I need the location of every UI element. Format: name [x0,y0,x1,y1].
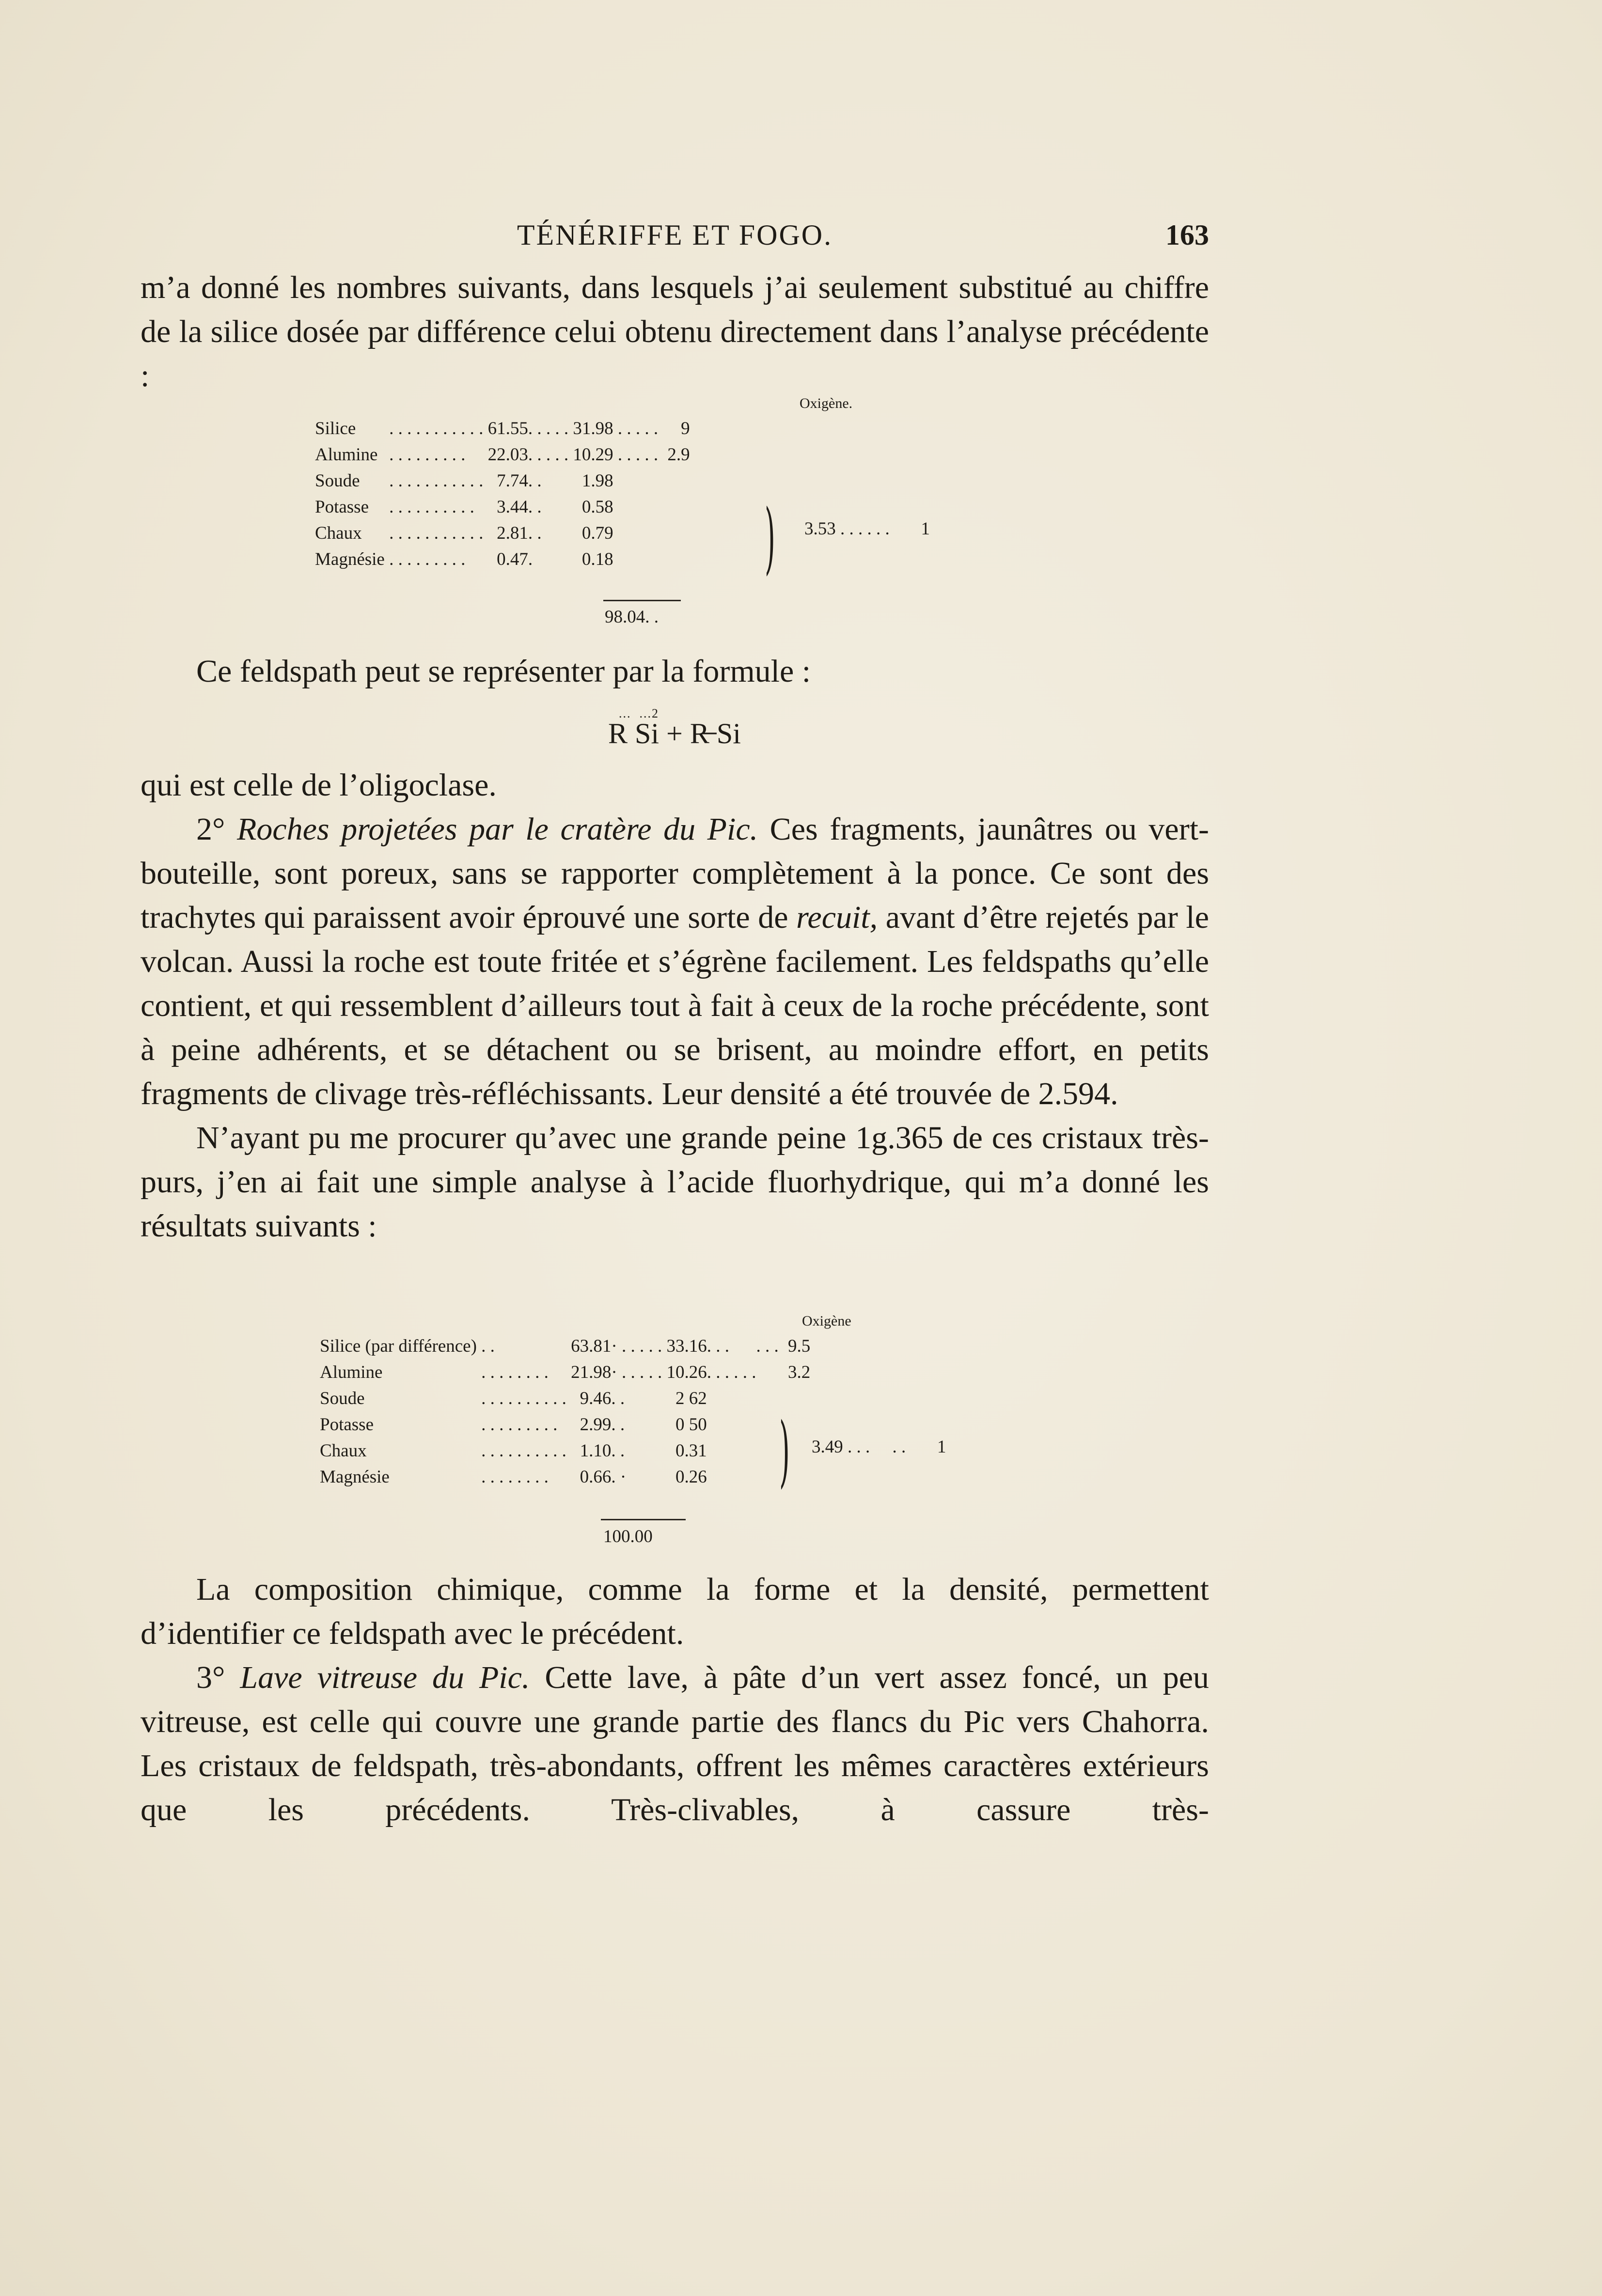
mineral-name: Potasse [320,1415,374,1435]
table2-oxygen-header: Oxigène [802,1313,851,1329]
mass-value: 0.66 [580,1467,612,1487]
mineral-name: Silice [315,419,356,438]
mass-value: 21.98 [571,1362,612,1382]
paragraph-3 [141,763,1209,1248]
leader-dots: . . . . . . . . . . . [384,419,488,438]
table-row [320,1359,810,1386]
leader-dots: . . . . . [528,419,573,438]
oxygen-value: 0.26 [675,1467,707,1487]
mass-value: 63.81 [571,1336,612,1356]
leader-dots: · . . . . . [611,1362,667,1382]
paragraph-5-text: N’ayant pu me procurer qu’avec une grande peine 1g.365 de ces cristaux très-purs, j’en ai fait une simple analyse à l’acide fluorhydrique, qui m’a donné les résultats suivants : [141,1120,1209,1244]
paragraph-6 [141,1567,1209,1832]
oxygen-value: 33.16 [666,1336,707,1356]
table1-group-ratio: 1 [921,519,930,539]
table2-group [812,1437,946,1457]
mass-value: 9.46 [580,1389,612,1408]
leader-dots [613,468,663,494]
leader-dots: . . [611,1415,629,1435]
leader-dots: . . . . . [528,445,573,465]
leader-dots: . . . . . [613,419,663,438]
oxygen-value: 0 50 [675,1415,707,1435]
mass-value: 3.44 [497,497,528,517]
ratio-value: 3.2 [788,1362,811,1382]
ratio-value: 2.9 [667,445,690,465]
page-number: 163 [1165,219,1209,251]
leader-dots [613,520,663,547]
paragraph-4-italic: recuit, [796,900,878,935]
paragraph-3-text: qui est celle de l’oligoclase. [141,767,497,803]
paragraph-2 [141,649,1209,693]
leader-dots: . . . . . [613,445,663,465]
leader-dots: . . . . . . [707,1336,783,1356]
oxygen-value: 10.26 [666,1362,707,1382]
table-row [315,416,690,442]
leader-dots [613,547,663,573]
leader-dots: . · [611,1467,631,1487]
ratio-value [662,494,690,520]
table-row [315,520,690,547]
leader-dots: . . . . . . . . . . [476,1389,571,1408]
paragraph-4-part-b: avant d’être rejetés par le volcan. Aussi la roche est toute fritée et s’égrène facilement. Les feldspaths qu’elle contient, et qui ressemblent d’ailleurs tout à fait à ceux de la roche précédente, sont à peine adhérents, et se détachent ou se brisent, au moindre effort, en petits fragments de clivage très-réfléchissants. Leur densité a été trouvée de 2.594. [141,900,1209,1111]
paragraph-7-number: 3° [196,1660,225,1695]
table1-total-rule [603,600,681,601]
leader-dots: . . . . . . . . . . . [384,523,488,543]
mineral-name: Soude [315,471,360,491]
table1-group-dots: . . . . . . [840,519,890,539]
paragraph-6-text: La composition chimique, comme la forme et la densité, permettent d’identifier ce feldspath avec le précédent. [141,1572,1209,1651]
leader-dots: . [528,549,537,569]
table2-brace: ) [779,1406,790,1496]
analysis-table-1 [315,416,690,573]
table-row [315,442,690,468]
table1-total: 98.04. . [605,607,659,627]
oxygen-value: 31.98 [573,419,613,438]
paragraph-7-body: Cette lave, à pâte d’un vert assez foncé, un peu vitreuse, est celle qui couvre une grande partie des flancs du Pic vers Chahorra. Les cristaux de feldspath, très-abondants, offrent les mêmes caractères extérieurs que les précédents. Très-clivables, à cassure très- [141,1660,1209,1827]
table1-oxygen-header: Oxigène. [800,395,853,411]
table-row [320,1412,810,1438]
analysis-table-2 [320,1333,811,1496]
mineral-name: Potasse [315,497,369,517]
oxygen-value: 2 62 [675,1389,707,1408]
mass-value: 0.47 [497,549,528,569]
oxygen-value: 0.31 [675,1441,707,1461]
mineral-name: Soude [320,1389,365,1408]
mineral-name: Chaux [320,1441,367,1461]
paragraph-1 [141,266,1209,398]
table-row [320,1464,810,1490]
leader-dots [707,1464,783,1490]
leader-dots: . . [476,1336,500,1356]
mass-value: 2.81 [497,523,528,543]
mass-value: 22.03 [487,445,528,465]
ratio-value: 9 [681,419,690,438]
running-head [141,216,1209,254]
paragraph-2-text: Ce feldspath peut se représenter par la formule : [196,654,811,689]
table1-group-oxygen: 3.53 [804,519,836,539]
oxygen-value: 0.79 [581,523,613,543]
formula [608,706,741,750]
leader-dots: . . . . . . . . . . [476,1441,571,1461]
leader-dots [707,1386,783,1412]
table-row [315,494,690,520]
table2-total-rule [601,1519,686,1520]
paragraph-4-text [141,807,1209,1116]
paragraph-4-part-a: Ces fragments, jaunâtres ou vert-bouteille, sont poreux, sans se rapporter complètement à la ponce. Ce sont des trachytes qui paraissent avoir éprouvé une sorte de [141,812,1209,935]
leader-dots: . . . . . . . . [476,1467,553,1487]
formula-text: R Si + R̶ Si [608,718,741,750]
oxygen-value: 10.29 [573,445,613,465]
table2-group-oxygen: 3.49 [812,1437,843,1457]
leader-dots: . . . . . . . . . . [384,497,479,517]
mineral-name: Magnésie [320,1467,390,1487]
mass-value: 7.74 [497,471,528,491]
table-row [320,1333,810,1359]
table-row [315,547,690,573]
paragraph-1-text: m’a donné les nombres suivants, dans lesquels j’ai seulement substitué au chiffre de la silice dosée par différence celui obtenu directement dans l’analyse précédente : [141,270,1209,393]
table2-total: 100.00 [603,1527,653,1546]
leader-dots: . . . . . . . . [476,1362,553,1382]
table2-group-dots: . . . . . [848,1437,906,1457]
mineral-name: Alumine [315,445,378,465]
ratio-value [662,468,690,494]
table-row [320,1386,810,1412]
mass-value: 1.10 [580,1441,612,1461]
paragraph-7-text [141,1656,1209,1832]
leader-dots: . . . . . . . . . [476,1415,562,1435]
leader-dots: . . . . . . . . . . . [384,471,488,491]
ratio-value [662,520,690,547]
leader-dots: . . . . . . [707,1362,761,1382]
leader-dots: . . [611,1389,629,1408]
running-head-title: TÉNÉRIFFE ET FOGO. [517,219,833,251]
leader-dots: . . . . . . . . . [384,549,470,569]
leader-dots: . . [528,471,546,491]
mineral-name: Silice (par différence) [320,1336,477,1356]
table1-brace: ) [765,492,775,583]
leader-dots: . . [528,523,546,543]
leader-dots [707,1438,783,1464]
mineral-name: Magnésie [315,549,385,569]
mass-value: 61.55 [487,419,528,438]
oxygen-value: 1.98 [581,471,613,491]
mineral-name: Chaux [315,523,362,543]
mineral-name: Alumine [320,1362,383,1382]
leader-dots: . . . . . . . . . [384,445,470,465]
paragraph-4-number: 2° [196,812,225,847]
table-row [315,468,690,494]
table2-group-ratio: 1 [937,1437,946,1457]
paragraph-7-title: Lave vitreuse du Pic. [240,1660,530,1695]
formula-superscripts: ... ...2 [619,706,659,720]
table1-group [804,518,930,539]
oxygen-value: 0.58 [581,497,613,517]
leader-dots [707,1412,783,1438]
ratio-value [662,547,690,573]
oxygen-value: 0.18 [581,549,613,569]
ratio-value: 9.5 [788,1336,811,1356]
paragraph-4-title: Roches projetées par le cratère du Pic. [236,812,758,847]
leader-dots [613,494,663,520]
table-row [320,1438,810,1464]
leader-dots: . . [611,1441,629,1461]
leader-dots: · . . . . . [611,1336,667,1356]
mass-value: 2.99 [580,1415,612,1435]
leader-dots: . . [528,497,546,517]
